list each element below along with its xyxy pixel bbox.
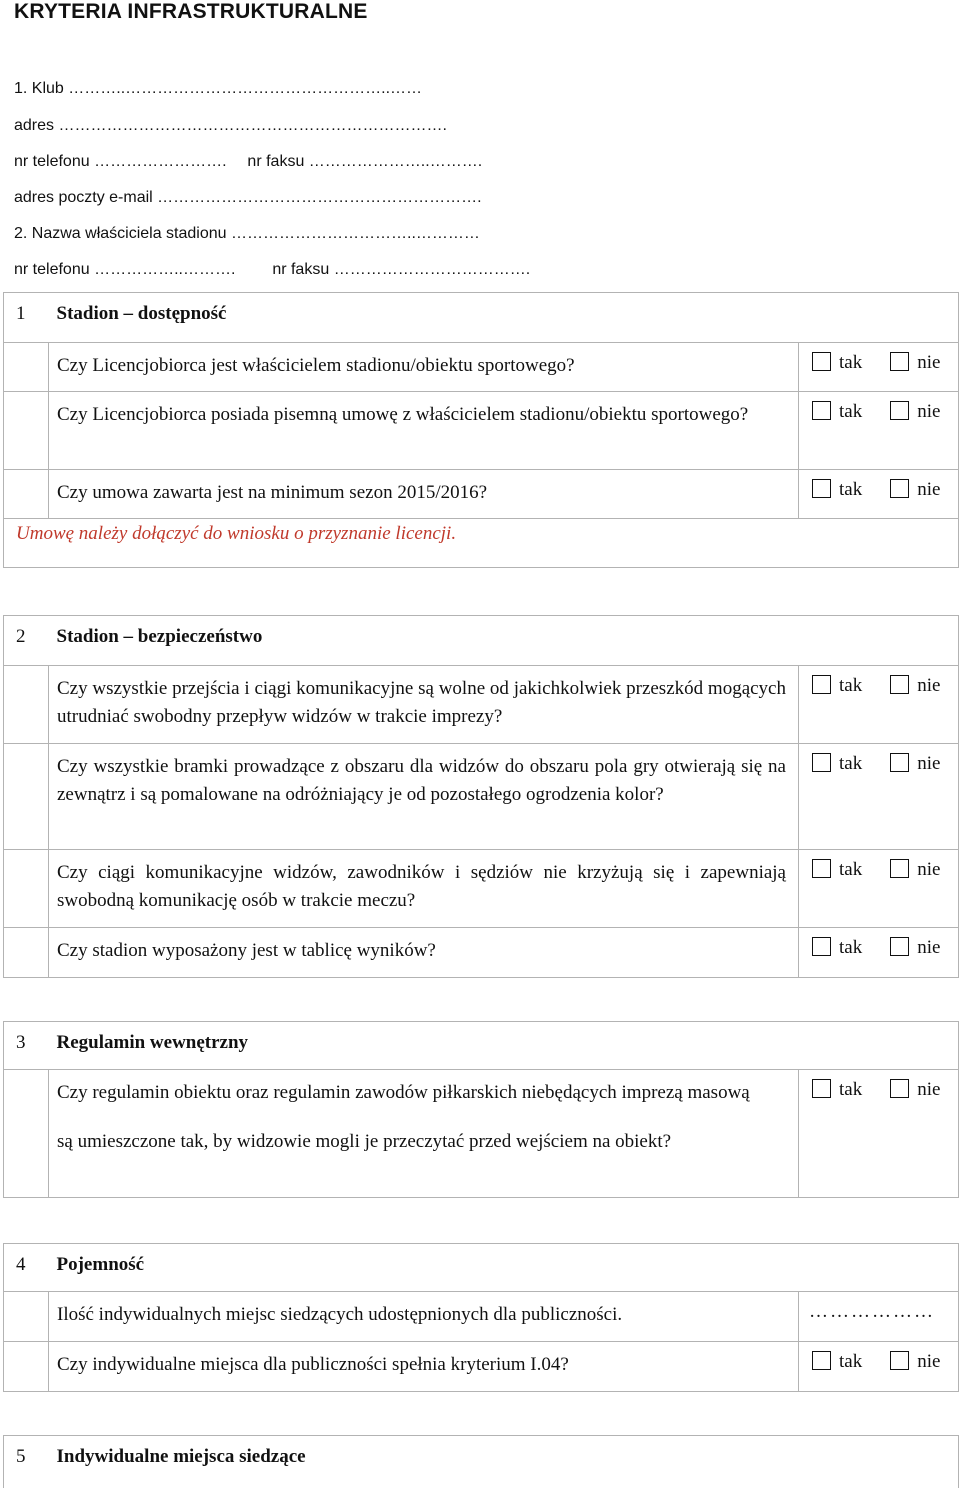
answer-choice (799, 928, 959, 978)
owner-fax-field[interactable]: ………………………………. (333, 261, 531, 278)
checkbox-icon[interactable] (812, 937, 831, 956)
answer-choice (799, 850, 959, 928)
email-field[interactable]: ……………………………………………………. (157, 189, 482, 206)
checkbox-icon[interactable] (890, 753, 909, 772)
section-number: 4 (4, 1244, 49, 1292)
section-3-table (3, 1021, 959, 1198)
question: Czy umowa zawarta jest na minimum sezon 2015/2016? (49, 470, 799, 519)
phone-field[interactable]: ……………………. (94, 153, 227, 170)
checkbox-icon[interactable] (890, 937, 909, 956)
section-4-table (3, 1243, 959, 1392)
owner-phone-line (14, 261, 530, 279)
yes-option[interactable]: tak (812, 1079, 862, 1101)
no-option[interactable]: nie (890, 352, 940, 374)
no-option[interactable]: nie (890, 401, 940, 423)
attachment-note: Umowę należy dołączyć do wniosku o przyznanie licencji. (4, 519, 959, 568)
yes-option[interactable]: tak (812, 753, 862, 775)
no-option[interactable]: nie (890, 937, 940, 959)
section-title: Stadion – dostępność (49, 293, 959, 343)
question: Czy Licencjobiorca jest właścicielem stadionu/obiektu sportowego? (49, 343, 799, 392)
checkbox-icon[interactable] (812, 1079, 831, 1098)
checkbox-icon[interactable] (890, 352, 909, 371)
owner-phone-field[interactable]: ……………..………. (94, 261, 236, 278)
answer-choice (799, 470, 959, 519)
fax-field[interactable]: …………………..………. (308, 153, 483, 170)
no-option[interactable]: nie (890, 675, 940, 697)
section-number: 3 (4, 1022, 49, 1070)
checkbox-icon[interactable] (812, 675, 831, 694)
question: Czy wszystkie przejścia i ciągi komunikacyjne są wolne od jakichkolwiek przeszkód mogących utrudniać swobodny przepływ widzów w trakcie imprezy? (49, 666, 799, 744)
section-1-table (3, 292, 959, 568)
fax-label: nr faksu (247, 153, 305, 170)
question (49, 1070, 799, 1198)
section-5-table (3, 1435, 959, 1488)
no-option[interactable]: nie (890, 479, 940, 501)
checkbox-icon[interactable] (890, 859, 909, 878)
yes-option[interactable]: tak (812, 675, 862, 697)
yes-option[interactable]: tak (812, 1351, 862, 1373)
answer-choice (799, 666, 959, 744)
section-number: 1 (4, 293, 49, 343)
address-label: adres (14, 117, 55, 134)
address-field[interactable]: ………………………………………………………………. (58, 117, 447, 134)
section-number: 5 (4, 1436, 49, 1488)
question: Ilość indywidualnych miejsc siedzących udostępnionych dla publiczności. (49, 1292, 799, 1342)
question: Czy ciągi komunikacyjne widzów, zawodników i sędziów nie krzyżują się i zapewniają swobodną komunikację osób w trakcie meczu? (49, 850, 799, 928)
question-line: są umieszczone tak, by widzowie mogli je przeczytać przed wejściem na obiekt? (57, 1131, 672, 1152)
owner-field[interactable]: ……………………………..………… (231, 225, 480, 242)
owner-line (14, 225, 480, 243)
question: Czy indywidualne miejsca dla publiczności spełnia kryterium I.04? (49, 1342, 799, 1392)
yes-option[interactable]: tak (812, 859, 862, 881)
checkbox-icon[interactable] (812, 1351, 831, 1370)
phone-label: nr telefonu (14, 153, 90, 170)
checkbox-icon[interactable] (890, 401, 909, 420)
no-option[interactable]: nie (890, 753, 940, 775)
answer-choice (799, 1070, 959, 1198)
phone-line (14, 153, 482, 171)
answer-choice (799, 744, 959, 850)
club-line (14, 80, 422, 98)
question-line: Czy regulamin obiektu oraz regulamin zawodów piłkarskich niebędących imprezą masową (57, 1082, 750, 1103)
question: Czy stadion wyposażony jest w tablicę wyników? (49, 928, 799, 978)
checkbox-icon[interactable] (812, 753, 831, 772)
question: Czy Licencjobiorca posiada pisemną umowę z właścicielem stadionu/obiektu sportowego? (49, 392, 799, 470)
page-title: KRYTERIA INFRASTRUKTURALNE (14, 0, 368, 23)
section-title: Regulamin wewnętrzny (49, 1022, 959, 1070)
section-2-table (3, 615, 959, 978)
section-title: Stadion – bezpieczeństwo (49, 616, 959, 666)
answer-choice (799, 392, 959, 470)
checkbox-icon[interactable] (890, 479, 909, 498)
owner-fax-label: nr faksu (272, 261, 330, 278)
section-title: Indywidualne miejsca siedzące (49, 1436, 959, 1488)
question: Czy wszystkie bramki prowadzące z obszaru dla widzów do obszaru pola gry otwierają się na zewnątrz i są pomalowane na odróżniający je od pozostałego ogrodzenia kolor? (49, 744, 799, 850)
owner-phone-label: nr telefonu (14, 261, 90, 278)
checkbox-icon[interactable] (890, 1079, 909, 1098)
email-label: adres poczty e-mail (14, 189, 153, 206)
checkbox-icon[interactable] (812, 352, 831, 371)
checkbox-icon[interactable] (812, 859, 831, 878)
section-number: 2 (4, 616, 49, 666)
address-line (14, 117, 447, 135)
yes-option[interactable]: tak (812, 401, 862, 423)
capacity-field[interactable]: ……………… (799, 1292, 959, 1342)
no-option[interactable]: nie (890, 1351, 940, 1373)
checkbox-icon[interactable] (890, 1351, 909, 1370)
answer-choice (799, 343, 959, 392)
club-field[interactable]: ………..…………………………………………..…… (68, 80, 423, 97)
checkbox-icon[interactable] (812, 401, 831, 420)
checkbox-icon[interactable] (890, 675, 909, 694)
checkbox-icon[interactable] (812, 479, 831, 498)
email-line (14, 189, 482, 207)
no-option[interactable]: nie (890, 859, 940, 881)
yes-option[interactable]: tak (812, 352, 862, 374)
yes-option[interactable]: tak (812, 937, 862, 959)
yes-option[interactable]: tak (812, 479, 862, 501)
owner-label: 2. Nazwa właściciela stadionu (14, 225, 227, 242)
section-title: Pojemność (49, 1244, 959, 1292)
answer-choice (799, 1342, 959, 1392)
no-option[interactable]: nie (890, 1079, 940, 1101)
club-label: 1. Klub (14, 80, 64, 97)
